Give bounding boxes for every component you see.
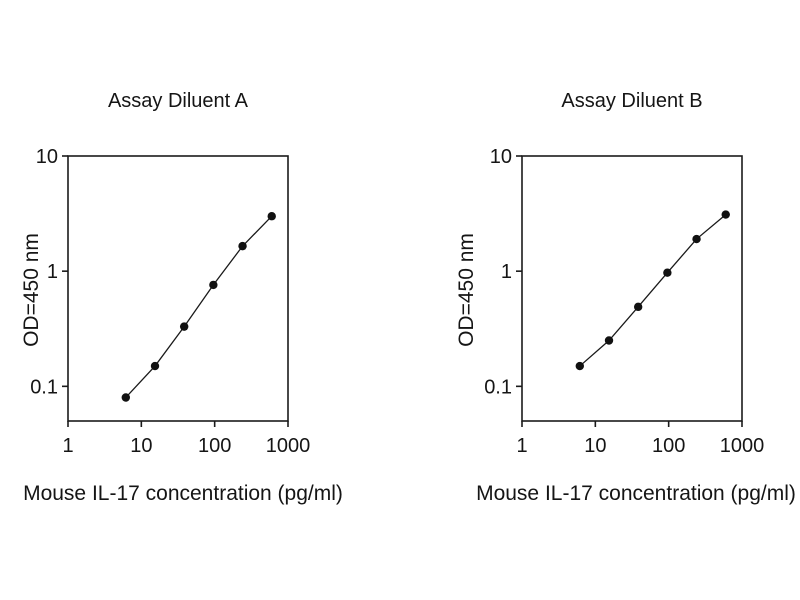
y-tick-label: 0.1 (30, 376, 58, 399)
data-point-marker (692, 235, 700, 243)
plot-b (484, 146, 764, 457)
data-point-marker (576, 362, 584, 370)
x-tick-label: 1000 (265, 435, 311, 457)
plot-a-y-axis-label: OD=450 nm (20, 233, 43, 347)
data-point-marker (122, 393, 130, 401)
plot-a-title: Assay Diluent A (107, 90, 249, 112)
plot-a (30, 146, 310, 457)
plot-b-x-axis-label: Mouse IL-17 concentration (pg/ml) (476, 482, 796, 505)
data-point-marker (722, 210, 730, 218)
plot-b-y-axis-label: OD=450 nm (455, 233, 478, 347)
x-tick-label: 100 (197, 435, 232, 457)
axis-frame (68, 156, 288, 421)
standard-curve-line (126, 216, 272, 397)
data-point-marker (238, 242, 246, 250)
x-tick-label: 10 (584, 435, 607, 457)
y-tick-label: 1 (46, 261, 58, 284)
x-tick-label: 1 (516, 435, 528, 457)
data-point-marker (663, 268, 671, 276)
axis-frame (522, 156, 742, 421)
y-tick-label: 0.1 (484, 376, 512, 399)
data-point-marker (634, 303, 642, 311)
x-tick-label: 1000 (719, 435, 765, 457)
data-point-marker (151, 362, 159, 370)
x-tick-label: 1 (62, 435, 74, 457)
plot-a-x-axis-label: Mouse IL-17 concentration (pg/ml) (23, 482, 343, 505)
y-tick-label: 10 (35, 146, 58, 168)
standard-curve-line (580, 215, 726, 366)
data-point-marker (209, 281, 217, 289)
data-point-marker (268, 212, 276, 220)
y-tick-label: 10 (489, 146, 512, 168)
data-point-marker (605, 336, 613, 344)
data-point-marker (180, 322, 188, 330)
x-tick-label: 100 (651, 435, 686, 457)
plot-b-title: Assay Diluent B (561, 90, 703, 112)
x-tick-label: 10 (130, 435, 153, 457)
y-tick-label: 1 (500, 261, 512, 284)
